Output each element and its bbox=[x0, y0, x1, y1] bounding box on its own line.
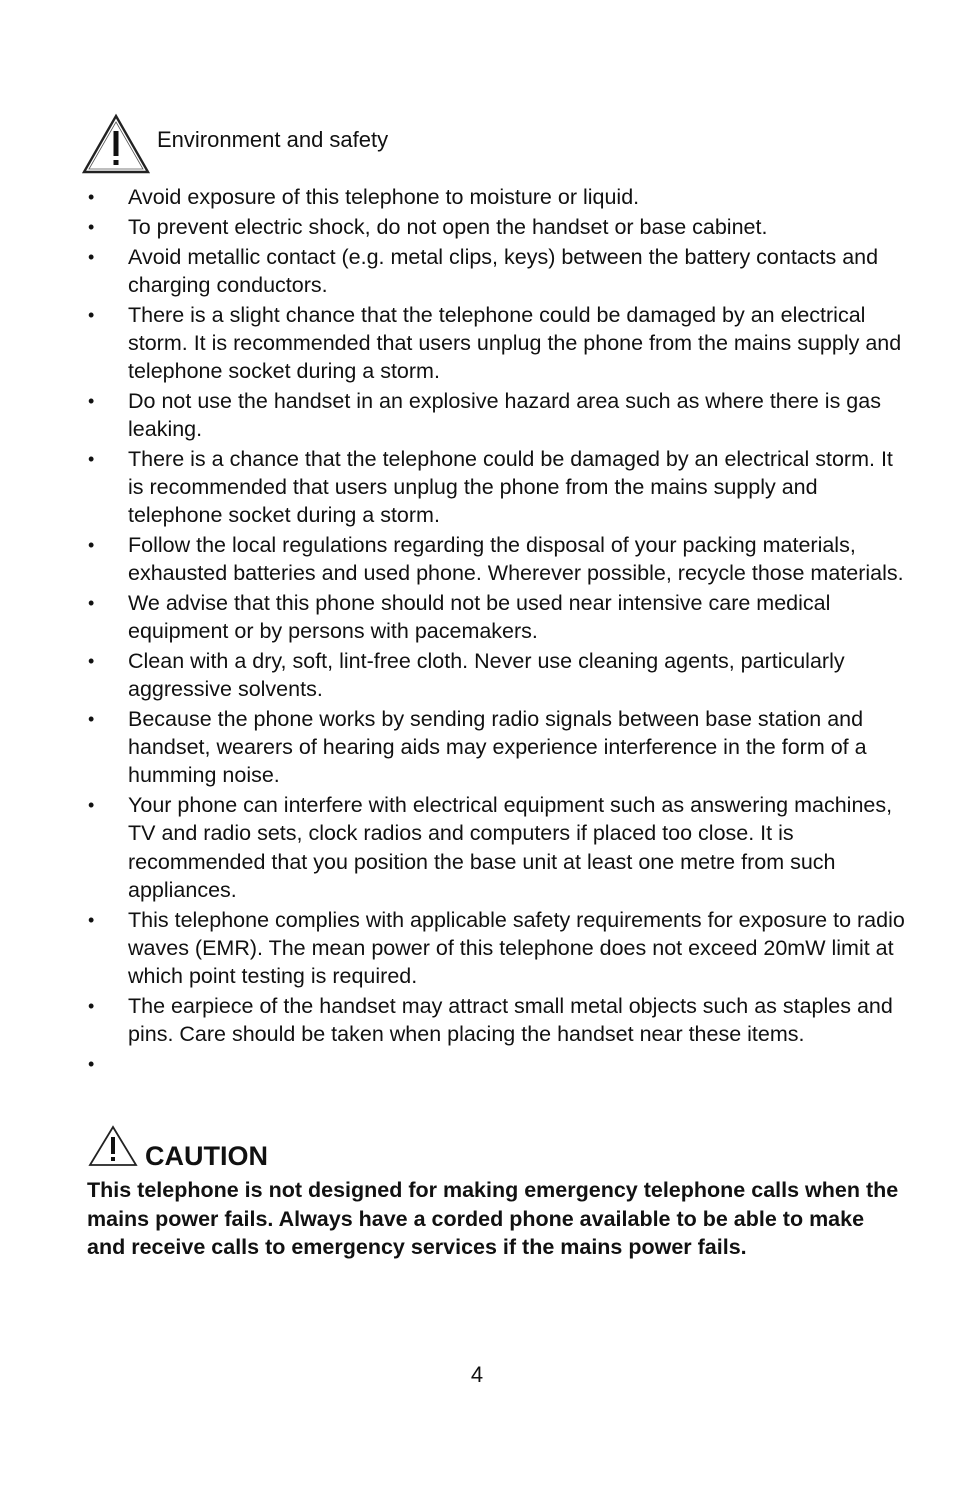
bullet-icon: • bbox=[88, 593, 95, 613]
list-item bbox=[84, 301, 914, 386]
warning-triangle-icon bbox=[82, 113, 150, 175]
bullet-icon: • bbox=[88, 909, 95, 930]
warning-triangle-icon bbox=[88, 1125, 138, 1167]
caution-header bbox=[88, 1125, 488, 1173]
caution-title: CAUTION bbox=[145, 1141, 268, 1171]
bullet-icon: • bbox=[88, 535, 95, 555]
safety-bullet-list bbox=[84, 183, 914, 1079]
list-item bbox=[84, 791, 914, 904]
list-item bbox=[84, 387, 914, 443]
bullet-icon: • bbox=[88, 246, 95, 267]
list-item bbox=[84, 243, 914, 299]
bullet-text: Clean with a dry, soft, lint-free cloth. Never use cleaning agents, particularly aggressive solvents. bbox=[128, 649, 845, 702]
bullet-text: There is a slight chance that the telephone could be damaged by an electrical storm. It is recommended that users unplug the phone from the mains supply and telephone socket during a storm. bbox=[128, 302, 902, 383]
page-number: 4 bbox=[470, 1362, 484, 1387]
bullet-text: We advise that this phone should not be used near intensive care medical equipment or by persons with pacemakers. bbox=[128, 591, 831, 644]
bullet-text: Avoid exposure of this telephone to moisture or liquid. bbox=[128, 185, 640, 209]
bullet-text: There is a chance that the telephone could be damaged by an electrical storm. It is recommended that users unplug the phone from the mains supply and telephone socket during a storm. bbox=[128, 446, 893, 528]
bullet-text: Do not use the handset in an explosive hazard area such as where there is gas leaking. bbox=[128, 388, 881, 441]
section-header bbox=[82, 113, 782, 175]
bullet-text: The earpiece of the handset may attract small metal objects such as staples and pins. Care should be taken when placing the handset near these items. bbox=[128, 993, 893, 1047]
list-item bbox=[84, 992, 914, 1048]
bullet-icon: • bbox=[88, 795, 95, 816]
bullet-icon: • bbox=[88, 390, 95, 411]
empty-list-item bbox=[84, 1050, 914, 1078]
bullet-icon: • bbox=[88, 216, 95, 237]
list-item bbox=[84, 705, 914, 790]
bullet-text: To prevent electric shock, do not open the handset or base cabinet. bbox=[128, 214, 768, 239]
bullet-icon: • bbox=[88, 1053, 95, 1074]
bullet-text: Avoid metallic contact (e.g. metal clips, keys) between the battery contacts and charging conductors. bbox=[128, 244, 879, 297]
list-item bbox=[84, 906, 914, 991]
list-item bbox=[84, 183, 914, 211]
list-item bbox=[84, 589, 914, 645]
list-item bbox=[84, 213, 914, 241]
bullet-text: Because the phone works by sending radio signals between base station and handset, wearers of hearing aids may experience interference in the form of a humming noise. bbox=[128, 707, 867, 788]
bullet-icon: • bbox=[88, 304, 95, 325]
bullet-icon: • bbox=[88, 709, 95, 729]
list-item bbox=[84, 445, 914, 530]
bullet-text: Follow the local regulations regarding the disposal of your packing materials, exhausted batteries and used phone. Wherever possible, recycle those materials. bbox=[128, 533, 904, 586]
bullet-icon: • bbox=[88, 187, 95, 207]
bullet-icon: • bbox=[88, 651, 95, 671]
bullet-text: Your phone can interfere with electrical equipment such as answering machines, TV and radio sets, clock radios and computers if placed too close. It is recommended that you position the base unit at least one metre from such appliances. bbox=[128, 793, 893, 902]
bullet-text: This telephone complies with applicable safety requirements for exposure to radio waves (EMR). The mean power of this telephone does not exceed 20mW limit at which point testing is required. bbox=[128, 907, 905, 989]
bullet-icon: • bbox=[88, 995, 95, 1016]
section-title: Environment and safety bbox=[157, 127, 389, 152]
list-item bbox=[84, 647, 914, 703]
list-item bbox=[84, 531, 914, 587]
bullet-icon: • bbox=[88, 448, 95, 469]
caution-text: This telephone is not designed for making emergency telephone calls when the mains power fails. Always have a corded phone available to be able to make and receive calls to emergency services if the mains power fails. bbox=[87, 1178, 899, 1259]
